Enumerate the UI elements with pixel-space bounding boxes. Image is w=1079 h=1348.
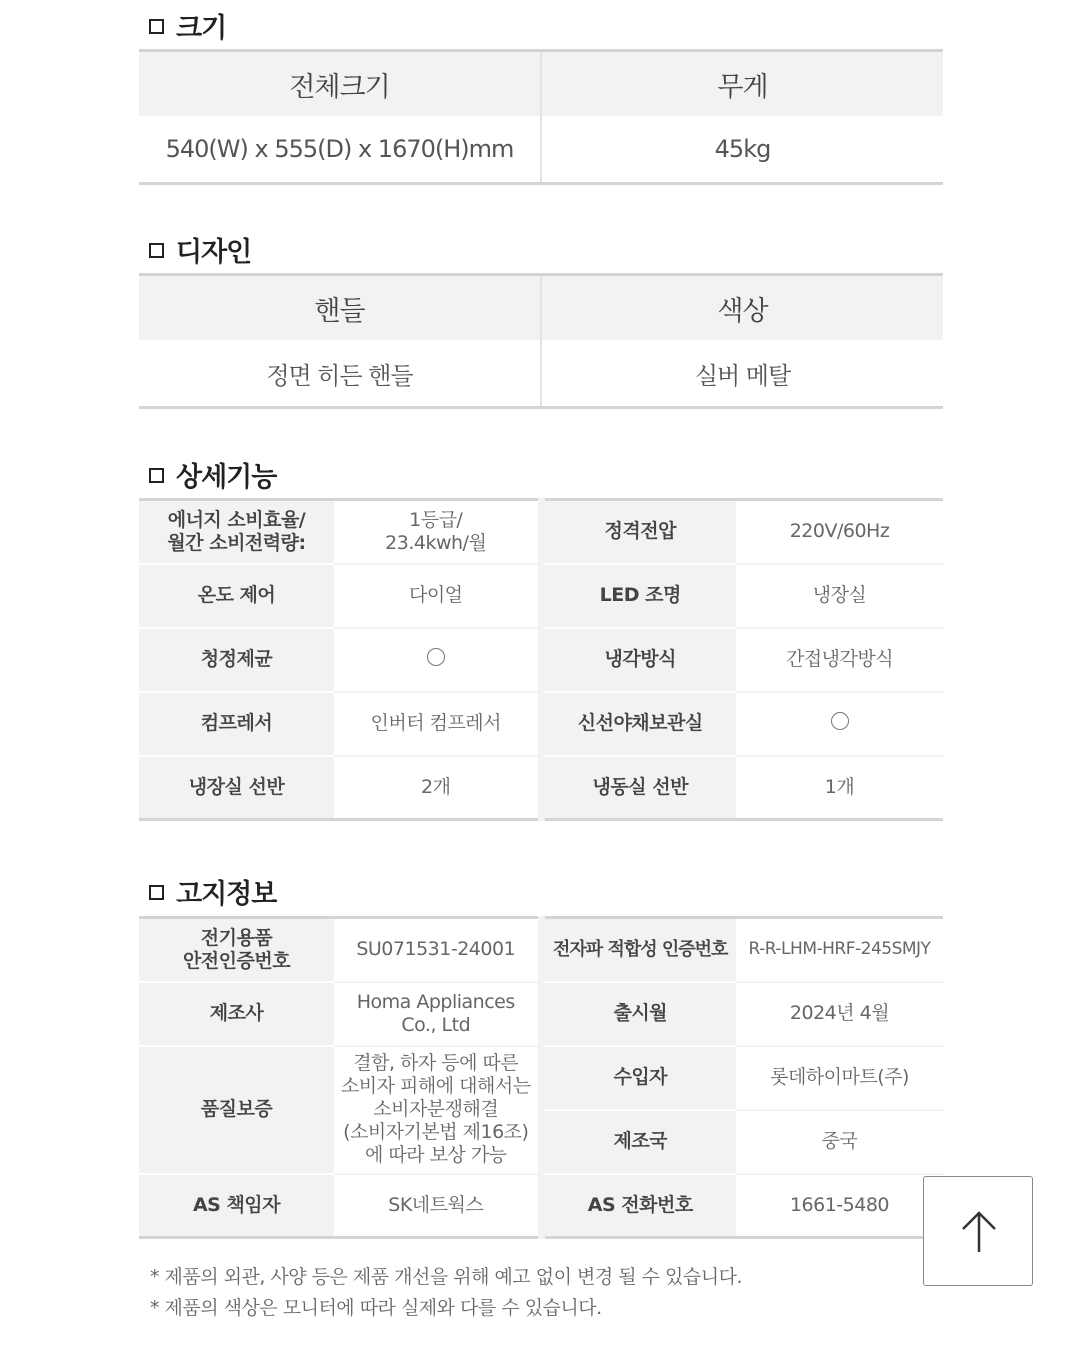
feature-value: 2개 [334,756,541,820]
table-row [139,500,943,564]
table-row [139,918,943,982]
square-bullet-icon [149,243,164,258]
notice-key-as-phone: AS 전화번호 [541,1174,736,1238]
feature-key: 컴프레서 [139,692,334,756]
feature-value: 220V/60Hz [736,500,943,564]
feature-key: 청정제균 [139,628,334,692]
feature-value: 다이얼 [334,564,541,628]
footnote: * 제품의 외관, 사양 등은 제품 개선을 위해 예고 없이 변경 될 수 있습니다. [150,1266,743,1288]
notice-key-emc: 전자파 적합성 인증번호 [541,918,736,982]
feature-value: 간접냉각방식 [736,628,943,692]
table-row [139,1174,943,1238]
feature-value: 1등급/ 23.4kwh/월 [334,500,541,564]
design-table [139,273,943,409]
notice-value-as-phone: 1661-5480 [736,1174,943,1238]
section-title-features: 상세기능 [149,455,276,494]
notice-key-importer: 수입자 [541,1046,736,1110]
size-value-weight: 45kg [541,116,943,184]
feature-key: LED 조명 [541,564,736,628]
table-row [139,692,943,756]
square-bullet-icon [149,885,164,900]
feature-key: 냉각방식 [541,628,736,692]
design-header-color: 색상 [541,275,943,341]
notice-key-safety: 전기용품 안전인증번호 [139,918,334,982]
footnotes [150,1262,742,1324]
notice-key-origin: 제조국 [541,1110,736,1174]
notice-value-warranty: 결함, 하자 등에 따른 소비자 피해에 대해서는 소비자분쟁해결 (소비자기본법 제16조) 에 따라 보상 가능 [334,1046,541,1174]
scroll-to-top-button[interactable] [923,1176,1033,1286]
notice-value-origin: 중국 [736,1110,943,1174]
design-header-handle: 핸들 [139,275,541,341]
table-row [139,756,943,820]
feature-key: 냉동실 선반 [541,756,736,820]
section-title-design: 디자인 [149,230,251,269]
feature-key: 냉장실 선반 [139,756,334,820]
table-row [139,628,943,692]
footnote: * 제품의 색상은 모니터에 따라 실제와 다를 수 있습니다. [150,1297,602,1319]
feature-key: 에너지 소비효율/ 월간 소비전력량: [139,500,334,564]
square-bullet-icon [149,19,164,34]
notice-key-warranty: 품질보증 [139,1046,334,1174]
feature-value: 냉장실 [736,564,943,628]
size-value-dimensions: 540(W) x 555(D) x 1670(H)mm [165,135,514,163]
design-value-color: 실버 메탈 [541,340,943,408]
notice-value-emc: R-R-LHM-HRF-245SMJY [736,918,943,982]
arrow-up-icon [959,1210,999,1254]
notice-value-importer: 롯데하이마트(주) [736,1046,943,1110]
size-table [139,49,943,185]
notice-key-as: AS 책임자 [139,1174,334,1238]
notice-key-maker: 제조사 [139,982,334,1046]
section-title-size: 크기 [149,6,226,45]
notice-table [139,916,943,1239]
features-table [139,498,943,821]
table-row [139,564,943,628]
feature-value: 인버터 컴프레서 [334,692,541,756]
feature-key: 온도 제어 [139,564,334,628]
feature-value: 1개 [736,756,943,820]
feature-key: 정격전압 [541,500,736,564]
notice-value-as: SK네트웍스 [334,1174,541,1238]
feature-value [736,692,943,756]
size-header-weight: 무게 [541,51,943,117]
notice-value-release: 2024년 4월 [736,982,943,1046]
feature-key: 신선야채보관실 [541,692,736,756]
notice-value-safety: SU071531-24001 [334,918,541,982]
notice-value-maker: Homa Appliances Co., Ltd [334,982,541,1046]
notice-key-release: 출시월 [541,982,736,1046]
size-header-dimensions: 전체크기 [139,51,541,117]
feature-value [334,628,541,692]
circle-mark-icon [831,712,849,730]
table-row [139,1046,943,1110]
circle-mark-icon [427,648,445,666]
design-value-handle: 정면 히든 핸들 [266,361,413,390]
square-bullet-icon [149,468,164,483]
table-row [139,982,943,1046]
section-title-notice: 고지정보 [149,872,276,911]
